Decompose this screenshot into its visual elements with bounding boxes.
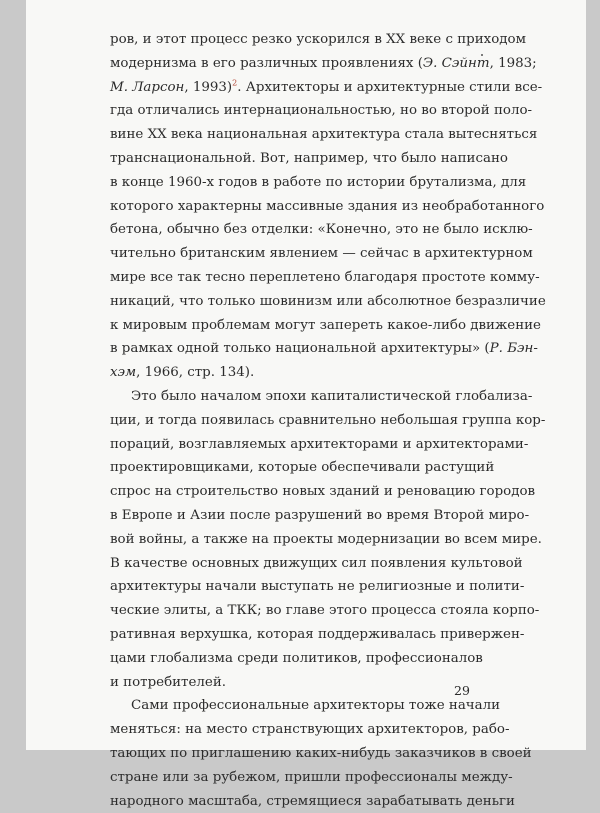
text-line: меняться: на место странствующих архитекторов, рабо- bbox=[110, 718, 506, 742]
text-fragment: . Архитекторы и архитектурные стили все- bbox=[237, 80, 542, 95]
text-line: к мировым проблемам могут запереть какое-либо движение bbox=[110, 314, 506, 338]
citation-author: Э. Сэйнт bbox=[423, 56, 490, 71]
text-line: тающих по приглашению каких-нибудь заказчиков в своей bbox=[110, 742, 506, 766]
citation-author: Р. Бэн- bbox=[490, 341, 538, 356]
text-line: вине XX века национальная архитектура стала вытесняться bbox=[110, 123, 506, 147]
text-line: народного масштаба, стремящиеся зарабатывать деньги bbox=[110, 790, 506, 813]
text-line: спрос на строительство новых зданий и реновацию городов bbox=[110, 480, 506, 504]
citation-author: хэм bbox=[110, 365, 136, 380]
book-page bbox=[26, 0, 586, 750]
text-line bbox=[110, 52, 506, 76]
text-line: никаций, что только шовинизм или абсолютное безразличие bbox=[110, 290, 506, 314]
text-fragment: , 1966, стр. 134). bbox=[136, 365, 254, 380]
text-line: Это было началом эпохи капиталистической глобализа- bbox=[110, 385, 506, 409]
paragraph-3 bbox=[110, 694, 506, 813]
text-line: цами глобализма среди политиков, профессионалов bbox=[110, 647, 506, 671]
paragraph-1 bbox=[110, 28, 506, 385]
text-line: пораций, возглавляемых архитекторами и архитекторами- bbox=[110, 433, 506, 457]
text-line: мире все так тесно переплетено благодаря простоте комму- bbox=[110, 266, 506, 290]
text-line: ров, и этот процесс резко ускорился в XX веке с приходом bbox=[110, 28, 506, 52]
footnote-marker: 2 bbox=[232, 78, 237, 87]
text-line: архитектуры начали выступать не религиозные и полити- bbox=[110, 575, 506, 599]
text-line: В качестве основных движущих сил появления культовой bbox=[110, 552, 506, 576]
text-line: стране или за рубежом, пришли профессионалы между- bbox=[110, 766, 506, 790]
text-fragment: модернизма в его различных проявлениях ( bbox=[110, 56, 423, 71]
text-line bbox=[110, 76, 506, 100]
text-line: проектировщиками, которые обеспечивали растущий bbox=[110, 456, 506, 480]
text-line: которого характерны массивные здания из необработанного bbox=[110, 195, 506, 219]
text-line bbox=[110, 337, 506, 361]
text-line: гда отличались интернациональностью, но во второй поло- bbox=[110, 99, 506, 123]
text-line: транснациональной. Вот, например, что было написано bbox=[110, 147, 506, 171]
text-line: в Европе и Азии после разрушений во время Второй миро- bbox=[110, 504, 506, 528]
text-line: ческие элиты, а ТКК; во главе этого процесса стояла корпо- bbox=[110, 599, 506, 623]
body-text bbox=[110, 28, 506, 813]
text-line: ции, и тогда появилась сравнительно небольшая группа кор- bbox=[110, 409, 506, 433]
text-line: и потребителей. bbox=[110, 671, 506, 695]
text-line: чительно британским явлением — сейчас в архитектурном bbox=[110, 242, 506, 266]
citation-author: М. Ларсон bbox=[110, 80, 184, 95]
text-line: ративная верхушка, которая поддерживалась привержен- bbox=[110, 623, 506, 647]
text-fragment: , 1993) bbox=[184, 80, 232, 95]
text-line bbox=[110, 361, 506, 385]
text-fragment: в рамках одной только национальной архитектуры» ( bbox=[110, 341, 490, 356]
text-line: Сами профессиональные архитекторы тоже начали bbox=[110, 694, 506, 718]
text-line: в конце 1960-х годов в работе по истории брутализма, для bbox=[110, 171, 506, 195]
page-number: 29 bbox=[454, 683, 470, 698]
text-line: бетона, обычно без отделки: «Конечно, это не было исклю- bbox=[110, 218, 506, 242]
text-line: вой войны, а также на проекты модернизации во всем мире. bbox=[110, 528, 506, 552]
text-fragment: , 1983; bbox=[490, 56, 537, 71]
paragraph-2 bbox=[110, 385, 506, 694]
